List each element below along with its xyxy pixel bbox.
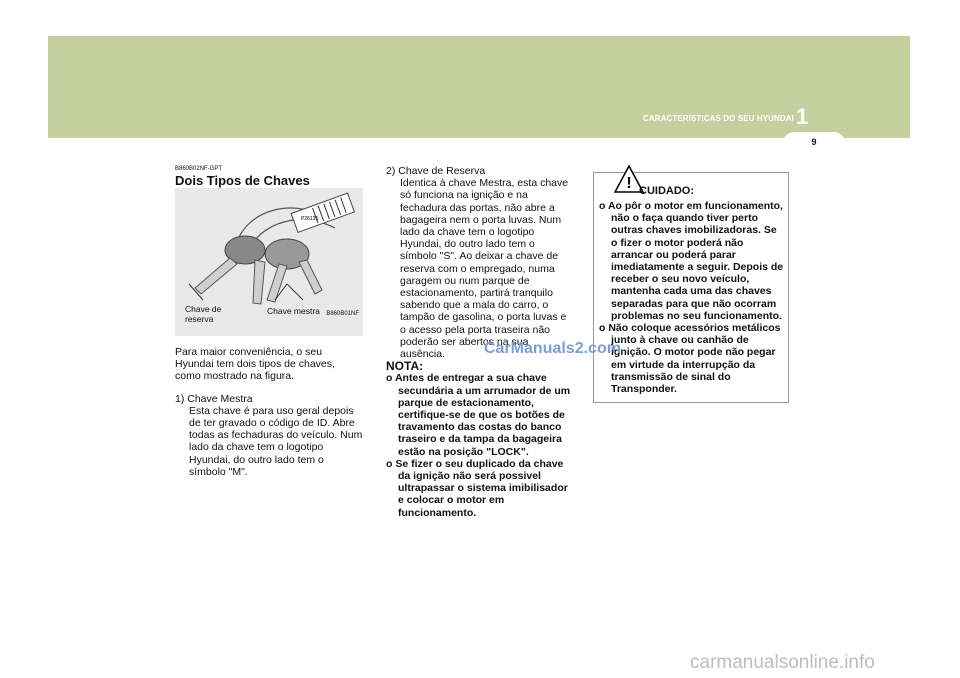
svg-text:!: ! [626, 175, 632, 192]
item-1-body: Esta chave é para uso geral depois de ter gravado o código de ID. Abre todas as fechaduras do veículo. Num lado da chave tem o logotipo Hyundai, do outro lado tem o símbolo "M". [189, 404, 363, 478]
watermark-center: CarManuals2.com [484, 340, 621, 357]
label-chave-mestra: Chave mestra [267, 306, 320, 316]
figure-code: B860B01NF [326, 310, 359, 317]
keys-figure [175, 188, 363, 336]
caution-heading: CUIDADO: [639, 185, 694, 197]
item-1-title: 1) Chave Mestra [175, 392, 253, 405]
section-code: B860B02NF-GPT [175, 166, 223, 172]
note-item-1: o Antes de entregar a sua chave secundária a um arrumador de um parque de estacionamento, certifique-se de que os botões de travamento das costas do banco traseiro e da tampa da bagageira estão na posição "LOCK". [386, 372, 571, 458]
tag-code: P26135 [301, 216, 319, 222]
page-number: 9 [811, 137, 817, 147]
section-heading: Dois Tipos de Chaves [175, 173, 310, 188]
watermark-footer: carmanualsonline.info [690, 652, 875, 673]
left-column [175, 165, 363, 478]
note-item-2: o Se fizer o seu duplicado da chave da ignição não será possivel ultrapassar o sistema imibilisador e colocar o motor em funcionamento. [386, 457, 568, 519]
chapter-title: CARACTERÍSTICAS DO SEU HYUNDAI [642, 114, 794, 123]
caution-box [593, 172, 789, 403]
caution-item-2: o Não coloque acessórios metálicos junto à chave ou canhão de ignição. O motor pode não pegar em virtude da interrupção da transmissão de sinal do Transponder. [599, 322, 781, 396]
item-2-title: 2) Chave de Reserva [386, 165, 486, 177]
label-chave-reserva: Chave de reserva [185, 304, 222, 324]
caution-item-1: o Ao pôr o motor em funcionamento, não o faça quando tiver perto outras chaves imobilizadoras. Se o fizer o motor poderá não arrancar ou poderá parar imediatamente a seguir. Depois de receber o seu novo veículo, mantenha cada uma das chaves separadas para que não ocorram problemas no seu funcionamento. [599, 200, 784, 322]
note-heading: NOTA: [386, 359, 424, 374]
item-2-body: Identica à chave Mestra, esta chave só funciona na ignição e na fechadura das portas, não abre a bagageira nem o porta luvas. Num lado da chave tem o logotipo Hyundai, do outro lado tem o símbolo "S". Ao deixar a chave de reserva com o empregado, numa garagem ou num parque de estacionamento, partirá tranquilo sabendo que a mala do carro, o tampão de gasolina, o porta luvas e o acesso pela porta traseira não poderão ser abertos na sua ausência. [400, 177, 569, 361]
chapter-number: 1 [796, 104, 809, 129]
intro-paragraph: Para maior conveniência, o seu Hyundai tem dois tipos de chaves, como mostrado na figura. [175, 346, 335, 383]
